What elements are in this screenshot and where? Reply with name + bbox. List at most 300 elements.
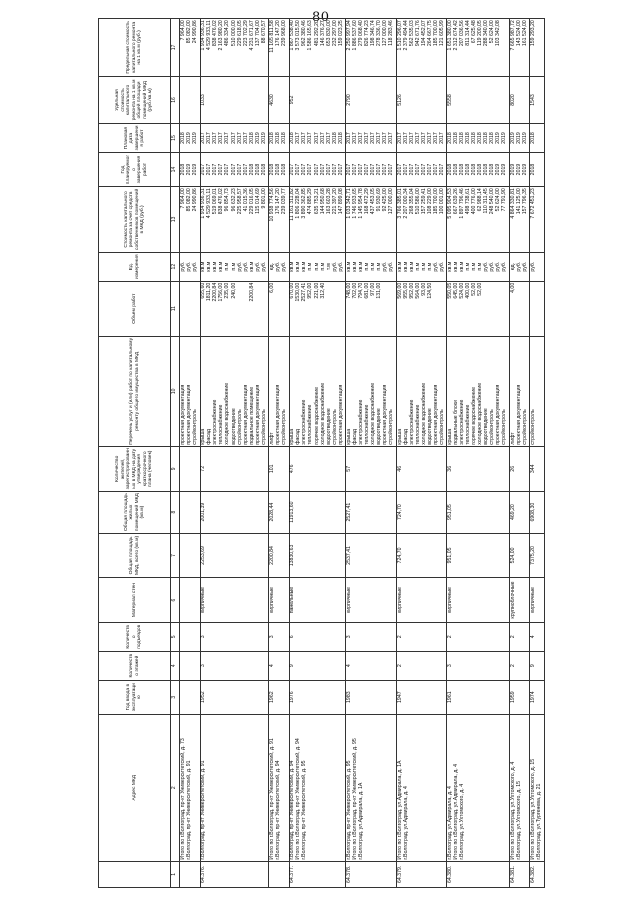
volume-cell-line: 2200,84	[248, 282, 255, 302]
header-cell: Год планируемого завершения работ	[99, 152, 171, 186]
header-cell: Количество этажей	[99, 651, 171, 680]
row-number: 64.379.	[396, 861, 447, 887]
limit-cost-cell-line: 811 314,44	[465, 20, 472, 46]
plan-date-cell-line: 2017	[426, 132, 433, 144]
column-number-cell: 7	[171, 533, 180, 578]
plan-date-cell-line: 2017	[408, 132, 415, 144]
limit-cost-cell-line: 826 774,23	[364, 20, 371, 47]
plan-date-cell-line: 2018	[530, 132, 537, 144]
works-cell-line: стройконтроль	[331, 409, 338, 445]
cost-cell	[289, 187, 346, 253]
column-number-cell: 9	[171, 446, 180, 491]
year-complete-cell-line: 2019	[192, 163, 199, 176]
unit-cell-line: п.м	[307, 262, 314, 271]
works-cell-line: лифт	[509, 432, 516, 445]
cost-cell-line: 77 791,90	[501, 188, 508, 212]
plan-date-cell-line: 2019	[254, 132, 261, 144]
plan-date-cell-line: 2019	[509, 132, 516, 144]
column-number-cell: 12	[171, 252, 180, 281]
cost-cell-line: 91 930,69	[376, 188, 383, 212]
unit-cell-line: руб.	[515, 261, 522, 272]
works-cell-line: теплоснабжение	[364, 404, 371, 445]
table-row	[447, 19, 510, 888]
plan-date-cell-line: 2018	[453, 132, 460, 144]
volume-cell	[530, 281, 544, 336]
cost-cell-line: 239 039,77	[281, 188, 288, 215]
address-cell-line: г.Волгоград, ул.Адмирала, д. 4	[402, 786, 409, 860]
volume-cell-line	[193, 283, 199, 335]
year-complete-cell-line: 2017	[295, 163, 302, 176]
works-cell-line: проектная документация	[382, 384, 389, 445]
unit-cell-line: кв.м	[301, 261, 308, 272]
cost-cell-line: 1 145 954,78	[358, 188, 365, 219]
limit-cost-cell-line: 1 510 296,07	[396, 20, 403, 51]
works-cell-line: фасад	[351, 429, 358, 445]
unit-cell-line: руб.	[236, 261, 243, 272]
year-complete-cell-line: 2017	[351, 163, 358, 176]
limit-cost-cell-line: 161 524,00	[521, 20, 528, 47]
header-cell: Общая площадь жилых помещений МКД (кв.м)	[99, 491, 171, 533]
unit-cell-line: руб.	[337, 261, 344, 272]
limit-cost-cell	[447, 19, 510, 77]
works-cell-line: стройконтроль	[521, 409, 528, 445]
limit-cost-cell-line: 562 535,03	[408, 20, 415, 47]
works-cell-line: фасад	[206, 429, 213, 445]
year-complete-cell-line: 2018	[248, 163, 255, 176]
address-cell-line: Итого по г.Волгоград, ул.Ухтомского, д. 4	[509, 761, 516, 860]
works-cell-line: водоотведение	[426, 408, 433, 445]
unit-cell-line: п.м	[364, 262, 371, 271]
address-cell-line: г.Волгоград, пр-кт Университетский, д. 95	[345, 760, 352, 860]
cost-cell-line: 498 738,61	[465, 188, 472, 215]
cost-cell	[530, 187, 544, 253]
total-area-cell	[180, 533, 200, 578]
residents-cell: 46	[396, 446, 447, 491]
unit-cell	[289, 252, 346, 281]
row-number: 64.378.	[346, 861, 397, 887]
specific-cost-cell: 5126	[396, 76, 447, 123]
volume-cell-line	[523, 283, 529, 335]
volume-cell-line: 655,60	[200, 282, 207, 299]
cost-cell-line: 100 001,00	[438, 188, 445, 215]
cost-cell-line: 157 796,35	[521, 188, 528, 215]
plan-date-cell-line: 2017	[364, 132, 371, 144]
plan-date-cell-line: 2018	[179, 132, 186, 144]
plan-date-cell-line: 2019	[260, 132, 267, 144]
floors-cell: 3	[447, 651, 510, 680]
unit-cell-line: руб.	[331, 261, 338, 272]
volume-cell-line: 312,40	[319, 282, 326, 299]
plan-date-cell-line: 2017	[224, 132, 231, 144]
capital-repair-table	[98, 18, 545, 888]
unit-cell-line: руб.	[438, 261, 445, 272]
cost-cell-line: 185 700,00	[432, 188, 439, 215]
row-number	[180, 861, 200, 887]
unit-cell-line: руб.	[260, 261, 267, 272]
floors-cell: 2	[510, 651, 530, 680]
unit-cell-line: п.м	[370, 262, 377, 271]
wall-material-cell: кирпичные	[200, 578, 269, 623]
limit-cost-cell-line: 942 671,76	[414, 20, 421, 47]
row-number: 64.381.	[510, 861, 530, 887]
column-number-cell: 4	[171, 651, 180, 680]
limit-cost-cell-line: 279 068,40	[358, 20, 365, 47]
column-number-cell: 10	[171, 336, 180, 446]
year-complete-cell-line: 2018	[477, 163, 484, 176]
works-cell-line: проектная документация	[242, 384, 249, 445]
plan-date-cell-line: 2017	[218, 132, 225, 144]
works-cell-line: стройконтроль	[281, 409, 288, 445]
unit-cell	[180, 252, 200, 281]
year-cell: 1961	[447, 680, 510, 714]
cost-cell-line: 115 014,69	[254, 188, 261, 214]
cost-cell-line: 62 988,14	[477, 188, 484, 212]
column-number-cell: 16	[171, 76, 180, 123]
cost-cell-line: 5 095 904,53	[447, 188, 454, 219]
address-cell	[200, 714, 269, 861]
unit-cell-line: ед.	[509, 263, 516, 271]
total-area-cell: 724,70	[396, 533, 447, 578]
living-area-cell: 6908,30	[530, 491, 544, 533]
works-cell-line: электроснабжение	[212, 399, 219, 445]
cost-cell-line: 437 453,05	[370, 188, 377, 215]
plan-date-cell-line: 2017	[402, 132, 409, 144]
plan-date-cell-line: 2017	[414, 132, 421, 144]
total-area-cell: 7375,20	[530, 533, 544, 578]
limit-cost-cell-line: 229 618,05	[236, 20, 243, 47]
volume-cell-line: 221,00	[313, 282, 320, 299]
limit-cost-cell-line: 7 665 987,72	[509, 20, 516, 51]
cost-cell-line: 510 586,00	[414, 188, 421, 215]
year-complete-cell-line: 2017	[230, 163, 237, 176]
wall-material-cell: кирпичные	[530, 578, 544, 623]
limit-cost-cell-line: 2 163 980,20	[218, 20, 225, 51]
unit-cell-line: кв.м	[218, 261, 225, 272]
specific-cost-cell: 2790	[346, 76, 397, 123]
volume-cell-line: 93,00	[420, 282, 427, 296]
volume-cell-line: 952,00	[307, 282, 314, 299]
plan-date-cell-line: 2018	[269, 132, 275, 144]
residents-cell: 72	[200, 446, 269, 491]
year-complete-cell-line: 2017	[396, 163, 403, 176]
floors-cell: 4	[269, 651, 289, 680]
header-cell: Год ввода в эксплуатацию	[99, 680, 171, 714]
limit-cost-cell	[180, 19, 200, 77]
volume-cell-line: 235,00	[224, 282, 231, 299]
address-cell	[447, 714, 510, 861]
limit-cost-cell-line: 3 573 015,50	[295, 20, 302, 51]
plan-date-cell-line: 2018	[447, 132, 454, 144]
year-complete-cell-line: 2017	[325, 163, 332, 176]
cost-cell-line: 96 632,23	[230, 188, 237, 212]
wall-material-cell: кирпичные	[269, 578, 289, 623]
limit-cost-cell-line: 223 702,29	[242, 20, 249, 47]
address-cell	[289, 714, 346, 861]
wall-material-cell: кирпичные	[447, 578, 510, 623]
year-complete-cell-line: 2017	[345, 163, 352, 176]
limit-cost-cell-line: 121 605,99	[438, 20, 445, 47]
plan-date-cell	[447, 124, 510, 153]
works-cell-line: водоотведение	[483, 408, 490, 445]
address-cell-line: Итого по г.Волгоград, пр-кт Университетский, д. 73	[179, 738, 186, 860]
works-cell	[530, 336, 544, 446]
address-cell-line: г.Волгоград, пр-кт Университетский, д. 94	[275, 760, 282, 860]
limit-cost-cell-line: 159 023,25	[337, 20, 344, 47]
cost-cell-line: 4 864 330,81	[509, 188, 516, 219]
volume-cell	[289, 281, 346, 336]
entrances-cell: 3	[200, 622, 269, 651]
year-complete-cell-line: 2017	[402, 163, 409, 176]
works-cell-line: холодное водоснабжение	[370, 382, 377, 445]
limit-cost-cell-line: 653 830,00	[325, 20, 332, 47]
limit-cost-cell-line: 2 312 674,42	[453, 20, 460, 51]
plan-date-cell-line: 2018	[489, 132, 496, 144]
works-cell-line: стройконтроль	[489, 409, 496, 445]
total-area-cell: 13830,63	[289, 533, 346, 578]
works-cell-line: стройконтроль	[260, 409, 267, 445]
year-complete-cell-line: 2017	[289, 163, 296, 176]
plan-date-cell-line: 2018	[483, 132, 490, 144]
unit-cell-line: кв.м	[408, 261, 415, 272]
plan-date-cell-line: 2018	[248, 132, 255, 144]
plan-date-cell	[510, 124, 530, 153]
cost-cell-line: 1 934 936,31	[200, 188, 207, 219]
cost-cell-line: 9 801,00	[260, 188, 267, 209]
works-cell-line: стройконтроль	[192, 409, 199, 445]
year-complete-cell-line: 2017	[331, 163, 338, 176]
unit-cell-line: руб.	[501, 261, 508, 272]
plan-date-cell-line: 2018	[331, 132, 338, 144]
unit-cell	[447, 252, 510, 281]
limit-cost-cell-line: 185 700,00	[432, 20, 439, 47]
address-cell	[530, 714, 544, 861]
limit-cost-cell-line: 67 625,48	[471, 20, 478, 44]
living-area-cell: 11913,60	[289, 491, 346, 533]
year-cell: 1974	[530, 680, 544, 714]
header-cell: Общая площадь МКД, всего (кв.м)	[99, 533, 171, 578]
volume-cell-line	[502, 283, 508, 335]
works-cell-line: холодное водоснабжение	[420, 382, 427, 445]
unit-cell-line: кв.м	[345, 261, 352, 272]
works-cell	[346, 336, 397, 446]
cost-cell	[346, 187, 397, 253]
address-cell-line: г.Волгоград, пр-кт Университетский, д. 94	[289, 760, 296, 860]
limit-cost-cell	[346, 19, 397, 77]
works-cell-line: проектная документация	[179, 384, 186, 445]
unit-cell-line: руб.	[495, 261, 502, 272]
plan-date-cell-line: 2017	[396, 132, 403, 144]
header-cell: Адрес МКД	[99, 714, 171, 861]
volume-cell-line: 97,00	[370, 282, 377, 296]
year-complete-cell-line: 2017	[388, 163, 395, 176]
plan-date-cell-line: 2018	[275, 132, 282, 144]
year-complete-cell-line: 2017	[432, 163, 439, 176]
cost-cell-line: 635 753,21	[313, 188, 320, 215]
year-complete-cell-line: 2019	[521, 163, 528, 176]
address-cell	[346, 714, 397, 861]
header-cell: Стоимость капитального ремонта за счет средств собственников помещений в МКД (руб.)	[99, 187, 171, 253]
volume-cell-line: 794,70	[358, 282, 365, 299]
year-complete-cell-line: 2017	[376, 163, 383, 176]
year-complete-cell-line: 2017	[382, 163, 389, 176]
header-cell: Количество жителей, зарегистрированных в МКД на дату утверждения краткосрочного плана (человек)	[99, 446, 171, 491]
row-number: 64.376.	[200, 861, 269, 887]
residents-cell: 26	[510, 446, 530, 491]
cost-cell-line: 52 624,00	[495, 188, 502, 212]
year-complete-cell-line: 2017	[236, 163, 243, 176]
year-cell: 1952	[200, 680, 269, 714]
plan-date-cell-line: 2017	[370, 132, 377, 144]
floors-cell: 2	[396, 651, 447, 680]
limit-cost-cell-line: 103 342,08	[495, 20, 502, 47]
plan-date-cell-line: 2018	[459, 132, 466, 144]
works-cell-line: электроснабжение	[459, 399, 466, 445]
year-complete-cell-line: 2018	[447, 163, 454, 176]
year-cell: 1983	[346, 680, 397, 714]
unit-cell-line: руб.	[186, 261, 193, 272]
year-complete-cell-line: 2018	[281, 163, 288, 176]
plan-date-cell-line: 2017	[420, 132, 427, 144]
address-cell-line: г.Волгоград, ул.Адмирала, д. 1А	[358, 782, 365, 860]
plan-date-cell-line: 2017	[313, 132, 320, 144]
year-cell: 1962	[269, 680, 289, 714]
works-cell-line: горячее водоснабжение	[313, 386, 320, 445]
limit-cost-cell-line: 278 336,70	[376, 20, 383, 47]
limit-cost-cell-line: 194 452,07	[420, 20, 427, 47]
residents-cell: 344	[530, 446, 544, 491]
works-cell-line: крыша	[345, 428, 352, 445]
plan-date-cell-line: 2017	[301, 132, 308, 144]
year-complete-cell-line: 2017	[364, 163, 371, 176]
living-area-cell: 469,20	[510, 491, 530, 533]
year-complete-cell-line: 2018	[459, 163, 466, 176]
cost-cell-line: 96 854,73	[224, 188, 231, 212]
year-complete-cell	[200, 152, 269, 186]
residents-cell: 36	[447, 446, 510, 491]
works-cell-line: стройконтроль	[236, 409, 243, 445]
works-cell-line: крыша	[200, 428, 207, 445]
unit-cell-line: п.м	[230, 262, 237, 271]
table-row	[200, 19, 269, 888]
column-number-cell: 6	[171, 578, 180, 623]
column-number-cell: 11	[171, 281, 180, 336]
volume-cell	[447, 281, 510, 336]
volume-cell	[346, 281, 397, 336]
limit-cost-cell	[510, 19, 530, 77]
entrances-cell: 2	[510, 622, 530, 651]
cost-cell-line: 7 964,00	[179, 188, 186, 209]
page-number: 80	[312, 10, 330, 25]
unit-cell-line: руб.	[530, 261, 537, 272]
volume-cell-line: 681,00	[364, 282, 371, 299]
living-area-cell: 951,05	[447, 491, 510, 533]
volume-cell-line: 124,50	[426, 282, 433, 299]
cost-cell-line: 1 806 228,04	[295, 188, 302, 219]
unit-cell-line: руб.	[254, 261, 261, 272]
column-number-cell: 14	[171, 152, 180, 186]
year-complete-cell-line: 2018	[471, 163, 478, 176]
volume-cell-line: 564,00	[414, 282, 421, 299]
volume-cell-line: 952,00	[408, 282, 415, 299]
plan-date-cell-line: 2017	[200, 132, 207, 144]
living-area-cell: 2527,41	[346, 491, 397, 533]
limit-cost-cell-line: 1 867 538,40	[289, 20, 296, 51]
unit-cell-line: п.м	[376, 262, 383, 271]
column-number-row	[171, 19, 180, 888]
limit-cost-cell	[396, 19, 447, 77]
specific-cost-cell: 8020	[510, 76, 530, 123]
year-complete-cell-line: 2018	[483, 163, 490, 176]
plan-date-cell	[289, 124, 346, 153]
cost-cell-line: 519 069,01	[212, 188, 219, 215]
volume-cell-line	[389, 283, 395, 335]
plan-date-cell-line: 2017	[345, 132, 352, 144]
limit-cost-cell-line: 1 651 380,00	[447, 20, 454, 51]
limit-cost-cell	[289, 19, 346, 77]
table-row	[346, 19, 397, 888]
cost-cell-line: 3 766 385,01	[396, 188, 403, 219]
cost-cell-line: 92 425,00	[382, 188, 389, 212]
plan-date-cell-line: 2017	[319, 132, 326, 144]
limit-cost-cell-line: 4 231 671,67	[248, 20, 255, 51]
address-cell	[396, 714, 447, 861]
table-row	[180, 19, 200, 888]
year-complete-cell	[447, 152, 510, 186]
cost-cell-line: 229 016,05	[248, 188, 255, 215]
unit-cell-line: кв.м	[295, 261, 302, 272]
row-number: 64.377.	[289, 861, 346, 887]
table-row	[289, 19, 346, 888]
works-cell-line: крыша	[289, 428, 296, 445]
volume-cell-line: 645,00	[453, 282, 460, 299]
volume-cell-line: 524,00	[459, 282, 466, 299]
year-complete-cell-line: 2017	[426, 163, 433, 176]
unit-cell-line: п.м	[313, 262, 320, 271]
limit-cost-cell-line: 24 990,86	[192, 20, 199, 44]
limit-cost-cell-line: 1 934 936,31	[200, 20, 207, 51]
limit-cost-cell	[269, 19, 289, 77]
year-complete-cell-line: 2017	[301, 163, 308, 176]
limit-cost-cell-line: 481 292,20	[313, 20, 320, 47]
entrances-cell: 3	[269, 622, 289, 651]
plan-date-cell-line: 2019	[192, 132, 199, 144]
unit-cell-line: кв.м	[200, 261, 207, 272]
volume-cell-line: 2527,41	[301, 282, 308, 302]
year-complete-cell	[396, 152, 447, 186]
residents-cell: 57	[346, 446, 397, 491]
works-cell-line: проектная документация	[495, 384, 502, 445]
plan-date-cell-line: 2017	[295, 132, 302, 144]
volume-cell-line: 955,00	[402, 282, 409, 299]
plan-date-cell-line: 2019	[186, 132, 193, 144]
plan-date-cell-line: 2019	[521, 132, 528, 144]
plan-date-cell	[530, 124, 544, 153]
year-cell	[180, 680, 200, 714]
plan-date-cell-line: 2017	[382, 132, 389, 144]
works-cell-line: стройконтроль	[501, 409, 508, 445]
unit-cell-line: кв.м	[289, 261, 296, 272]
cost-cell-line: 221 397,20	[331, 188, 338, 215]
volume-cell-line: 550,05	[447, 282, 454, 299]
year-complete-cell	[180, 152, 200, 186]
volume-cell-line: 1811,20	[206, 282, 213, 302]
column-number-cell: 17	[171, 19, 180, 77]
works-cell-line: проектная документация	[186, 384, 193, 445]
year-complete-cell-line: 2017	[414, 163, 421, 176]
cost-cell-line: 24 990,86	[192, 188, 199, 212]
wall-material-cell: кирпичные	[346, 578, 397, 623]
entrances-cell	[180, 622, 200, 651]
